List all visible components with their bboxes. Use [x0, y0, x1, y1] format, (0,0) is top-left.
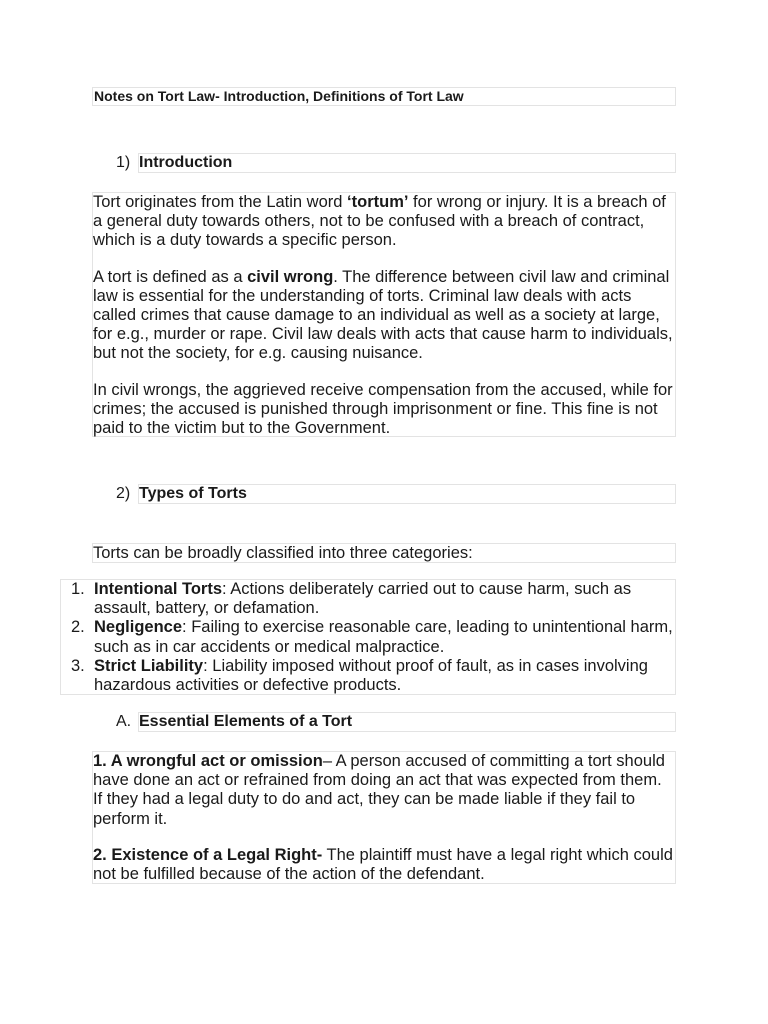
list-number: 1. — [71, 580, 85, 598]
list-number: 2. — [71, 618, 85, 637]
essential-elements-body — [92, 751, 676, 884]
element-wrongful-act: 1. A wrongful act or omission– A person accused of committing a tort should have done an act or refrained from doing an act that was expected from them. If they had a legal duty to do and act, they can be made liable if they fail to perform it. — [93, 752, 665, 828]
section-title: Types of Torts — [138, 484, 676, 504]
section-number: A. — [116, 713, 132, 730]
intro-paragraph-3: In civil wrongs, the aggrieved receive compensation from the accused, while for crimes; the accused is punished through imprisonment or fine. This fine is not paid to the victim but to the Government. — [93, 380, 673, 438]
types-list-container — [60, 579, 676, 695]
types-intro: Torts can be broadly classified into three categories: — [92, 543, 676, 563]
section-number: 2) — [116, 485, 131, 502]
section-number: 1) — [116, 154, 131, 171]
list-item: 1. Intentional Torts: Actions deliberately carried out to cause harm, such as assault, battery, or defamation. — [71, 580, 632, 618]
section-introduction-heading — [116, 153, 676, 173]
list-item: 2. Negligence: Failing to exercise reasonable care, leading to unintentional harm, such as in car accidents or medical malpractice. — [71, 618, 673, 656]
introduction-body — [92, 192, 676, 437]
intro-paragraph-2: A tort is defined as a civil wrong. The difference between civil law and criminal law is essential for the understanding of torts. Criminal law deals with acts called crimes that cause damage to an individual as well as a society at large, for e.g., murder or rape. Civil law deals with acts that cause harm to individuals, but not the society, for e.g. causing nuisance. — [93, 267, 673, 363]
element-legal-right: 2. Existence of a Legal Right- The plaintiff must have a legal right which could not be fulfilled because of the action of the defendant. — [93, 845, 673, 884]
list-item: 3. Strict Liability: Liability imposed without proof of fault, as in cases involving hazardous activities or defective products. — [71, 656, 648, 695]
section-title: Essential Elements of a Tort — [138, 712, 676, 732]
types-list — [61, 580, 675, 695]
section-title: Introduction — [138, 153, 676, 173]
intro-paragraph-1: Tort originates from the Latin word ‘tortum’ for wrong or injury. It is a breach of a general duty towards others, not to be confused with a breach of contract, which is a duty towards a specific person. — [93, 193, 666, 250]
section-essential-elements-heading — [116, 712, 676, 732]
section-types-heading — [116, 484, 676, 504]
list-number: 3. — [71, 656, 85, 675]
civil-wrong-term: civil wrong — [247, 267, 334, 286]
latin-term: ‘tortum’ — [347, 193, 409, 211]
document-title: Notes on Tort Law- Introduction, Definitions of Tort Law — [92, 87, 676, 106]
